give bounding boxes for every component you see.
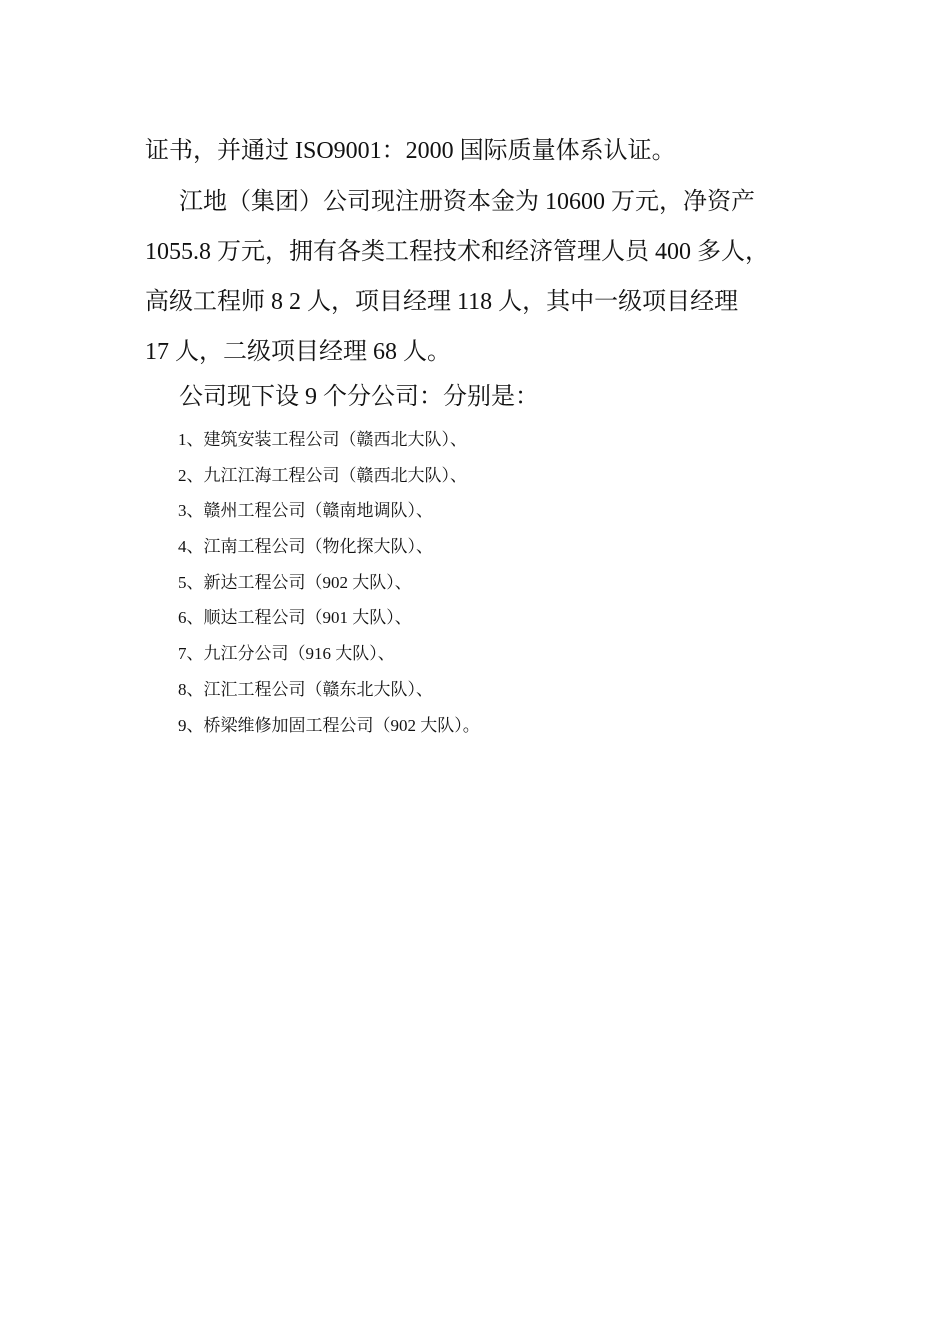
list-item: 9、桥梁维修加固工程公司（902 大队）。: [178, 715, 480, 735]
list-item: 1、建筑安装工程公司（赣西北大队）、: [178, 430, 467, 449]
capital-line-3: 高级工程师 8 2 人，项目经理 118 人，其中一级项目经理: [145, 289, 739, 315]
list-item: 3、赣州工程公司（赣南地调队）、: [178, 501, 433, 521]
branch-list: [178, 422, 480, 743]
capital-line-1: 江地（集团）公司现注册资本金为 10600 万元，净资产: [179, 189, 755, 215]
branches-intro-paragraph: [145, 372, 810, 422]
certification-paragraph: [145, 126, 810, 176]
list-item: 5、新达工程公司（902 大队）、: [178, 572, 412, 592]
list-item: 8、江汇工程公司（赣东北大队）、: [178, 679, 433, 699]
capital-paragraph: [145, 177, 810, 377]
list-item: 6、顺达工程公司（901 大队）、: [178, 608, 412, 628]
certification-line: 证书，并通过 ISO9001：2000 国际质量体系认证。: [145, 138, 676, 164]
list-item: 7、九江分公司（916 大队）、: [178, 644, 395, 664]
capital-line-2: 1055.8 万元，拥有各类工程技术和经济管理人员 400 多人，: [145, 239, 769, 265]
list-item: 4、江南工程公司（物化探大队）、: [178, 537, 433, 557]
list-item: 2、九江江海工程公司（赣西北大队）、: [178, 465, 467, 485]
capital-line-4: 17 人，二级项目经理 68 人。: [145, 339, 451, 365]
branches-intro-line: 公司现下设 9 个分公司：分别是：: [179, 384, 539, 410]
